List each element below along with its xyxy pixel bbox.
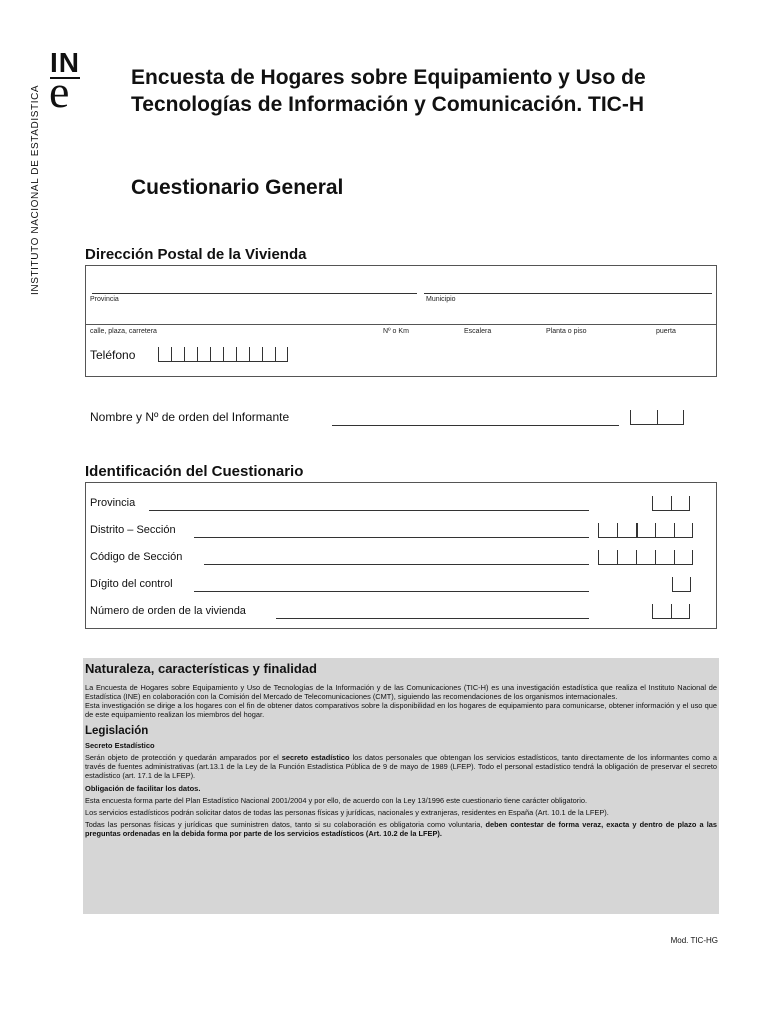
- id-provincia-label: Provincia: [90, 497, 136, 509]
- page-title: Encuesta de Hogares sobre Equipamiento y Uso de Tecnologías de Información y Comunicación. TIC-H: [131, 66, 646, 116]
- planta-label: Planta o piso: [546, 328, 587, 335]
- telefono-input[interactable]: [158, 347, 288, 362]
- obligacion-p3: Todas las personas físicas y jurídicas que suministren datos, tanto si su colaboración es obligatoria como voluntaria, deben contestar de forma veraz, exacta y dentro de plazo a las preguntas ordenadas en la debida forma por parte de los servicios estadísticos (Art. 10.2 de la LFEP).: [85, 820, 717, 838]
- info-panel: [83, 658, 719, 914]
- telefono-label: Teléfono: [90, 348, 136, 362]
- calle-label: calle, plaza, carretera: [90, 328, 157, 335]
- ine-vertical-text: INSTITUTO NACIONAL DE ESTADISTICA: [30, 84, 41, 295]
- escalera-label: Escalera: [464, 328, 492, 335]
- id-provincia-input[interactable]: [652, 496, 690, 511]
- naturaleza-heading: Naturaleza, características y finalidad: [85, 661, 317, 676]
- obligacion-heading: Obligación de facilitar los datos.: [85, 784, 201, 793]
- distrito-label: Distrito – Sección: [90, 524, 176, 536]
- digito-input[interactable]: [672, 577, 691, 592]
- page-subtitle: Cuestionario General: [131, 176, 344, 199]
- codigo-input[interactable]: [598, 550, 693, 565]
- obligacion-p2: Los servicios estadísticos podrán solicitar datos de todas las personas físicas y jurídicas, nacionales y extranjeras, residentes en España (Art. 10.1 de la LFEP).: [85, 808, 609, 817]
- provincia-label: Provincia: [90, 296, 119, 303]
- obligacion-p1: Esta encuesta forma parte del Plan Estadístico Nacional 2001/2004 y por ello, de acuerdo con la Ley 13/1996 este cuestionario tiene carácter obligatorio.: [85, 796, 588, 805]
- digito-label: Dígito del control: [90, 578, 173, 590]
- identificacion-box: [85, 482, 717, 629]
- distrito-input[interactable]: [598, 523, 693, 538]
- direccion-box: [85, 265, 717, 377]
- identificacion-heading: Identificación del Cuestionario: [85, 463, 304, 480]
- naturaleza-p2: Esta investigación se dirige a los hogares con el fin de obtener datos comparativos sobre la disponibilidad en los hogares de equipamiento para comunicarse, obtener información y el uso que de este equipamiento realizan los miembros del hogar.: [85, 701, 717, 719]
- direccion-heading: Dirección Postal de la Vivienda: [85, 246, 307, 263]
- form-model-code: Mod. TIC-HG: [670, 936, 718, 945]
- secreto-heading: Secreto Estadístico: [85, 741, 155, 750]
- puerta-label: puerta: [656, 328, 676, 335]
- ine-logo-e: e: [49, 66, 70, 117]
- codigo-label: Código de Sección: [90, 551, 183, 563]
- municipio-label: Municipio: [426, 296, 456, 303]
- naturaleza-p1: La Encuesta de Hogares sobre Equipamiento y Uso de Tecnologías de la Información y de las Comunicaciones (TIC-H) es una investigación estadística que realiza el Instituto Nacional de Estadística (INE) en colaboración con la Comisión del Mercado de Telecomunicaciones (CMT), siguiendo las recomendaciones de los organismos internacionales.: [85, 683, 717, 701]
- km-label: Nº o Km: [383, 328, 409, 335]
- numero-label: Número de orden de la vivienda: [90, 605, 246, 617]
- informante-order-input[interactable]: [630, 410, 684, 425]
- numero-input[interactable]: [652, 604, 690, 619]
- informante-label: Nombre y Nº de orden del Informante: [90, 410, 290, 424]
- ine-logo-top: IN: [50, 47, 80, 78]
- legislacion-heading: Legislación: [85, 725, 149, 737]
- secreto-text: Serán objeto de protección y quedarán amparados por el secreto estadístico los datos personales que obtengan los servicios estadísticos, tanto directamente de los informantes como a través de fuentes administrativas (art.13.1 de la Ley de la Función Estadística Pública de 9 de mayo de 1989 (LFEP). Todo el personal estadístico tendrá la obligación de preservar el secreto estadístico (art. 17.1 de la LFEP).: [85, 753, 717, 780]
